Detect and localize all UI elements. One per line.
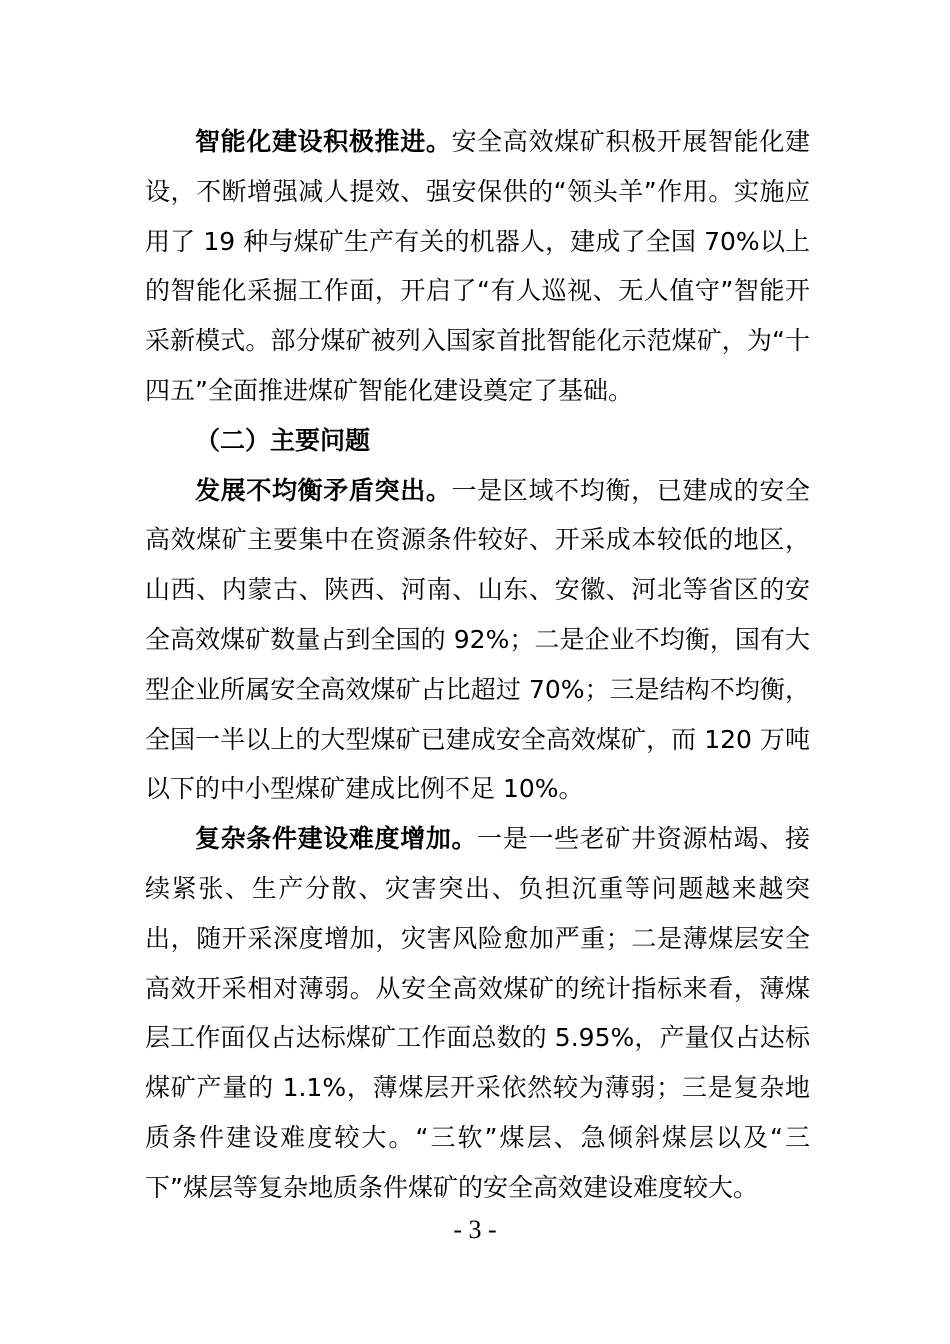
page-number: - 3 -: [453, 1215, 497, 1244]
paragraph-text: 安全高效煤矿积极开展智能化建设，不断增强减人提效、强安保供的“领头羊”作用。实施应用了 19 种与煤矿生产有关的机器人，建成了全国 70%以上的智能化采掘工作面，开启了“有人巡视、无人值守”智能开采新模式。部分煤矿被列入国家首批智能化示范煤矿，为“十四五”全面推进煤矿智能化建设奠定了基础。: [145, 127, 810, 405]
paragraph-lead: 智能化建设积极推进。: [195, 127, 452, 156]
paragraph-intelligent-construction: [145, 117, 810, 416]
paragraph-lead: 复杂条件建设难度增加。: [195, 824, 478, 854]
section-heading-main-problems: （二）主要问题: [195, 425, 371, 455]
paragraph-text: 一是一些老矿井资源枯竭、接续紧张、生产分散、灾害突出、负担沉重等问题越来越突出，随开采深度增加，灾害风险愈加严重；二是薄煤层安全高效开采相对薄弱。从安全高效煤矿的统计指标来看，薄煤层工作面仅占达标煤矿工作面总数的 5.95%，产量仅占达标煤矿产量的 1.1%，薄煤层开采依然较为薄弱；三是复杂地质条件建设难度较大。“三软”煤层、急倾斜煤层以及“三下”煤层等复杂地质条件煤矿的安全高效建设难度较大。: [145, 824, 810, 1202]
document-body: [145, 117, 810, 1213]
paragraph-lead: 发展不均衡矛盾突出。: [195, 475, 452, 505]
paragraph-uneven-development: [145, 466, 810, 815]
paragraph-text: 一是区域不均衡，已建成的安全高效煤矿主要集中在资源条件较好、开采成本较低的地区，山西、内蒙古、陕西、河南、山东、安徽、河北等省区的安全高效煤矿数量占到全国的 92%；二是企业不均衡，国有大型企业所属安全高效煤矿占比超过 70%；三是结构不均衡，全国一半以上的大型煤矿已建成安全高效煤矿，而 120 万吨以下的中小型煤矿建成比例不足 10%。: [145, 475, 810, 804]
paragraph-complex-conditions: [145, 814, 810, 1212]
